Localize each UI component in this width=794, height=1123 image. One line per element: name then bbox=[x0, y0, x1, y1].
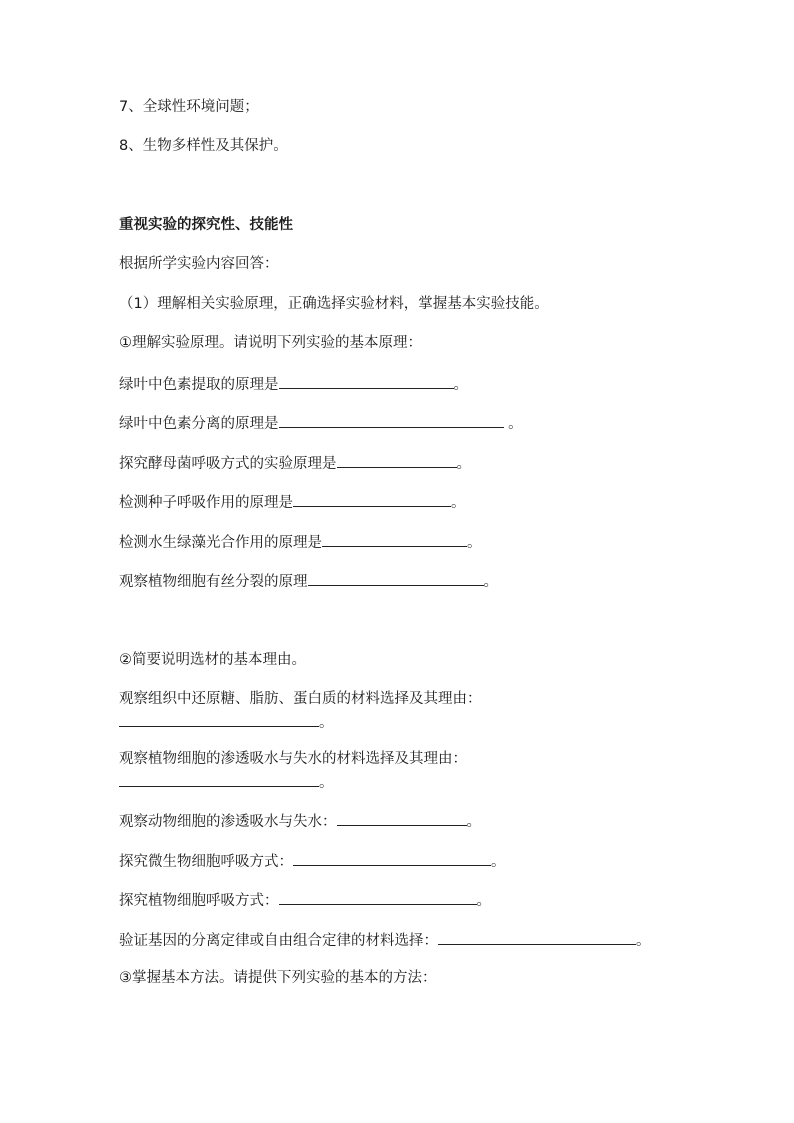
question-seed-respiration: 检测种子呼吸作用的原理是 。 bbox=[119, 491, 466, 513]
question-genetics-materials: 验证基因的分离定律或自由组合定律的材料选择： 。 bbox=[119, 929, 651, 951]
answer-blank[interactable] bbox=[337, 810, 467, 826]
question-pigment-separation: 绿叶中色素分离的原理是 。 bbox=[119, 412, 523, 434]
answer-blank[interactable] bbox=[438, 929, 636, 945]
question-animal-osmosis: 观察动物细胞的渗透吸水与失水： 。 bbox=[119, 810, 481, 832]
question-mitosis: 观察植物细胞有丝分裂的原理 。 bbox=[119, 570, 498, 592]
intro-text: 根据所学实验内容回答： bbox=[119, 256, 279, 272]
list-item-7: 7、全球性环境问题； bbox=[119, 99, 259, 115]
answer-blank[interactable] bbox=[337, 452, 457, 468]
answer-blank[interactable] bbox=[279, 373, 454, 389]
answer-blank[interactable] bbox=[322, 531, 467, 547]
answer-line: 。 bbox=[119, 771, 334, 793]
subsection-materials: ②简要说明选材的基本理由。 bbox=[119, 652, 306, 668]
question-plant-osmosis-materials: 观察植物细胞的渗透吸水与失水的材料选择及其理由： bbox=[119, 751, 467, 767]
section-heading: 重视实验的探究性、技能性 bbox=[119, 217, 293, 233]
answer-line: 。 bbox=[119, 711, 334, 733]
answer-blank[interactable] bbox=[119, 771, 319, 787]
question-reducing-sugar-materials: 观察组织中还原糖、脂肪、蛋白质的材料选择及其理由： bbox=[119, 691, 482, 707]
list-item-8: 8、生物多样性及其保护。 bbox=[119, 138, 288, 154]
question-1: （1）理解相关实验原理，正确选择实验材料，掌握基本实验技能。 bbox=[119, 296, 549, 312]
answer-blank[interactable] bbox=[308, 570, 484, 586]
subsection-methods: ③掌握基本方法。请提供下列实验的基本的方法： bbox=[119, 970, 437, 986]
question-plant-respiration: 探究植物细胞呼吸方式： 。 bbox=[119, 889, 491, 911]
question-yeast-respiration: 探究酵母菌呼吸方式的实验原理是 。 bbox=[119, 452, 471, 474]
question-algae-photosynthesis: 检测水生绿藻光合作用的原理是 。 bbox=[119, 531, 482, 553]
answer-blank[interactable] bbox=[293, 850, 491, 866]
question-microbe-respiration: 探究微生物细胞呼吸方式： 。 bbox=[119, 850, 506, 872]
answer-blank[interactable] bbox=[279, 889, 477, 905]
answer-blank[interactable] bbox=[279, 412, 504, 428]
answer-blank[interactable] bbox=[293, 491, 451, 507]
subsection-principles: ①理解实验原理。请说明下列实验的基本原理： bbox=[119, 335, 422, 351]
question-pigment-extraction: 绿叶中色素提取的原理是 。 bbox=[119, 373, 468, 395]
answer-blank[interactable] bbox=[119, 711, 319, 727]
